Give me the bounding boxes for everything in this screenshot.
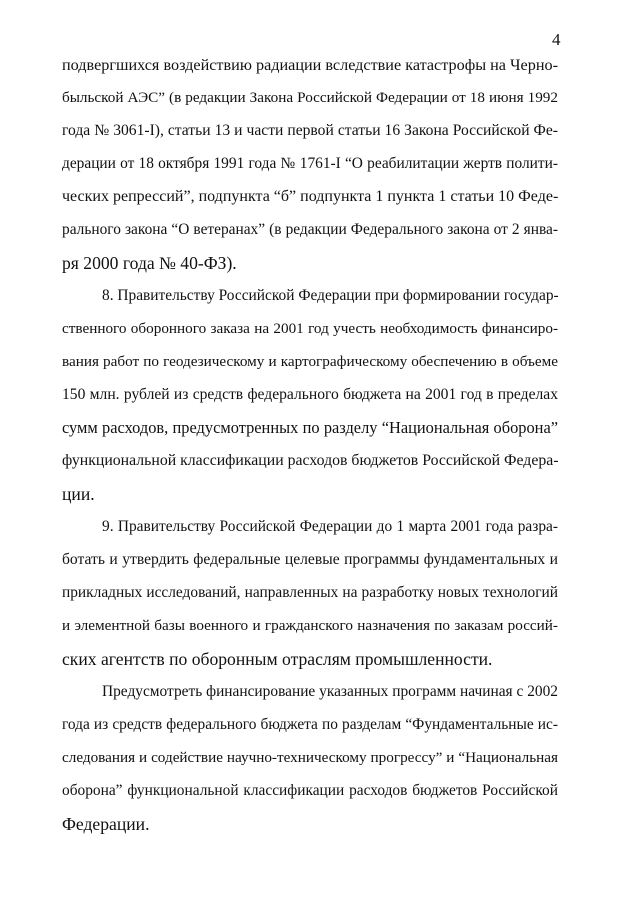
text-line: ря 2000 года № 40-ФЗ). (62, 253, 237, 273)
text-line: ции. (62, 484, 95, 504)
text-line: функциональной классификации расходов бюджетов Российской Федера- (62, 452, 559, 469)
text-line: ческих репрессий”, подпункта “б” подпункта 1 пункта 1 статьи 10 Феде- (62, 188, 559, 205)
text-line: и элементной базы военного и гражданского назначения по заказам россий- (62, 617, 558, 634)
text-line: 150 млн. рублей из средств федерального бюджета на 2001 год в пределах (62, 386, 558, 403)
text-line: рального закона “О ветеранах” (в редакции Федерального закона от 2 янва- (62, 221, 558, 238)
text-line: ственного оборонного заказа на 2001 год учесть необходимость финансиро- (62, 320, 558, 337)
text-line: оборона” функциональной классификации расходов бюджетов Российской (62, 782, 558, 799)
text-line: года из средств федерального бюджета по разделам “Фундаментальные ис- (62, 716, 558, 733)
text-line: вания работ по геодезическому и картографическому обеспечению в объеме (62, 353, 558, 370)
text-line: 9. Правительству Российской Федерации до 1 марта 2001 года разра- (102, 518, 558, 535)
text-line: прикладных исследований, направленных на разработку новых технологий (62, 584, 558, 601)
text-line: Федерации. (62, 814, 150, 834)
text-line: 8. Правительству Российской Федерации при формировании государ- (102, 287, 559, 304)
text-line: Предусмотреть финансирование указанных программ начиная с 2002 (102, 683, 558, 700)
text-line: ских агентств по оборонным отраслям промышленности. (62, 649, 493, 669)
text-line: года № 3061-I), статьи 13 и части первой статьи 16 Закона Российской Фе- (62, 122, 558, 139)
text-line: дерации от 18 октября 1991 года № 1761-I “О реабилитации жертв полити- (62, 155, 558, 172)
text-line: подвергшихся воздействию радиации вследствие катастрофы на Черно- (62, 56, 558, 74)
page-number: 4 (552, 30, 561, 49)
text-line: быльской АЭС” (в редакции Закона Российской Федерации от 18 июня 1992 (62, 89, 558, 106)
text-line: сумм расходов, предусмотренных по разделу “Национальная оборона” (62, 418, 558, 437)
text-line: следования и содействие научно-техническому прогрессу” и “Национальная (62, 749, 558, 766)
text-line: ботать и утвердить федеральные целевые программы фундаментальных и (62, 551, 558, 568)
